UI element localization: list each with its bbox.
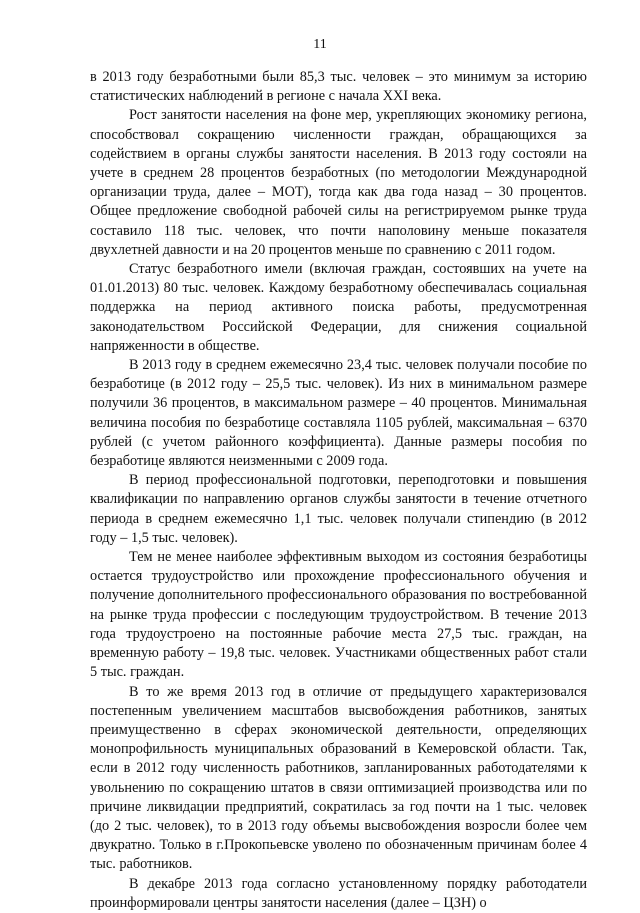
- paragraph-employment-outcomes: Тем не менее наиболее эффективным выходом из состояния безработицы остается трудоустройство или прохождение профессионального обучения и получение дополнительного профессионального образования по востребованной на рынке труда профессии с последующим трудоустройством. В течение 2013 года трудоустроено на постоянные рабочие места 27,5 тыс. граждан, на временную работу – 19,8 тыс. человек. Участниками общественных работ стали 5 тыс. граждан.: [90, 549, 587, 681]
- paragraph-continued: в 2013 году безработными были 85,3 тыс. человек – это минимум за историю статистических наблюдений в регионе с начала XXI века.: [90, 69, 587, 105]
- paragraph-stipends: В период профессиональной подготовки, переподготовки и повышения квалификации по направлению органов службы занятости в течение отчетного периода в среднем ежемесячно 1,1 тыс. человек получали стипендию (в 2012 году – 1,5 тыс. человек).: [90, 472, 587, 546]
- document-body: [90, 68, 587, 913]
- paragraph-employment-growth: Рост занятости населения на фоне мер, укрепляющих экономику региона, способствовал сокращению численности граждан, обращающихся за содействием в органы службы занятости населения. В 2013 году состояли на учете в среднем 28 процентов безработных (по методологии Международной организации труда, далее – МОТ), тогда как два года назад – 30 процентов. Общее предложение свободной рабочей силы на регистрируемом рынке труда составило 118 тыс. человек, что почти наполовину меньше показателя двухлетней давности и на 20 процентов меньше по сравнению с 2011 годом.: [90, 107, 587, 258]
- paragraph-unemployment-benefits: В 2013 году в среднем ежемесячно 23,4 тыс. человек получали пособие по безработице (в 2012 году – 25,5 тыс. человек). Из них в минимальном размере получили 36 процентов, в максимальном размере – 40 процентов. Минимальная величина пособия по безработице составляла 1105 рублей, максимальная – 6370 рублей (с учетом районного коэффициента). Данные размеры пособия по безработице являются неизменными с 2009 года.: [90, 357, 587, 470]
- page-number: 11: [313, 37, 327, 52]
- paragraph-december-notice: В декабре 2013 года согласно установленному порядку работодатели проинформировали центры занятости населения (далее – ЦЗН) о: [90, 875, 587, 911]
- paragraph-layoffs: В то же время 2013 год в отличие от предыдущего характеризовался постепенным увеличением масштабов высвобождения работников, занятых преимущественно в сферах экономической деятельности, определяющих монопрофильность муниципальных образований в Кемеровской области. Так, если в 2012 году численность работников, запланированных работодателями к увольнению по сокращению штатов в связи оптимизацией производства или по причине ликвидации предприятий, сократилась за год почти на 1 тыс. человек (до 2 тыс. человек), то в 2013 году объемы высвобождения возросли более чем двукратно. Только в г.Прокопьевске уволено по обозначенным причинам более 4 тыс. работников.: [90, 683, 587, 873]
- paragraph-unemployed-status: Статус безработного имели (включая граждан, состоявших на учете на 01.01.2013) 80 тыс. человек. Каждому безработному обеспечивалась социальная поддержка на период активного поиска работы, предусмотренная законодательством Российской Федерации, для снижения социальной напряженности в обществе.: [90, 261, 587, 354]
